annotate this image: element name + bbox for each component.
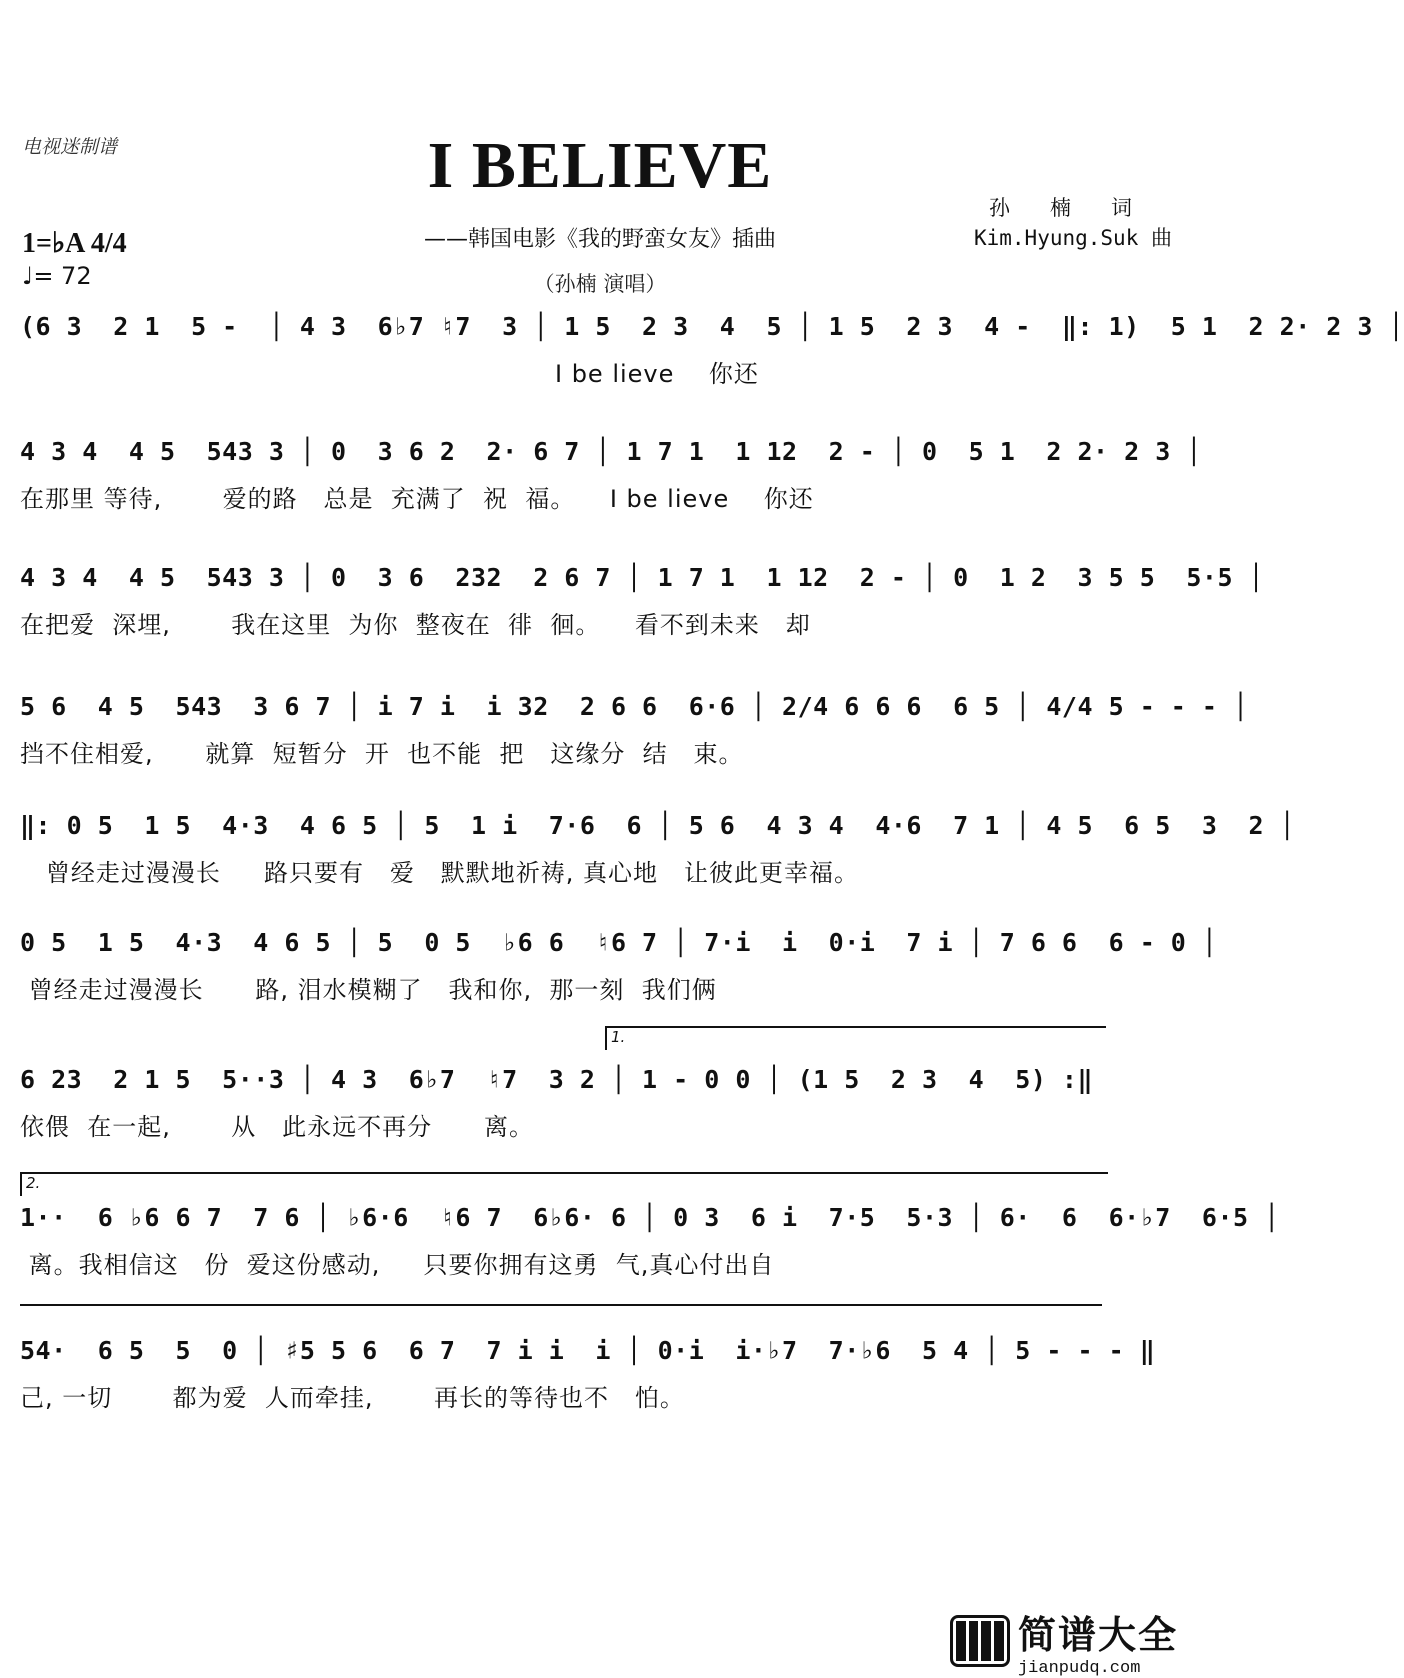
tempo-marking: ♩= 72 [22,262,92,290]
lyrics: 在那里 等待, 爱的路 总是 充满了 祝 福。 I be lieve 你还 [20,485,814,513]
lyrics: 己, 一切 都为爱 人而牵挂, 再长的等待也不 怕。 [20,1384,685,1412]
staff-rule [20,1304,1102,1306]
lyricist-credit: 孙楠词 [989,196,1172,220]
notation: 54· 6 5 5 0 │ ♯5 5 6 6 7 7 i i i │ 0·i i·♭7 7·♭6 5 4 │ 5 - - - ‖ [20,1336,1156,1365]
lyrics: 曾经走过漫漫长 路只要有 爱 默默地祈祷, 真心地 让彼此更幸福。 [20,859,859,887]
lyrics: 曾经走过漫漫长 路, 泪水模糊了 我和你, 那一刻 我们俩 [20,976,717,1004]
notation: (6 3 2 1 5 - │ 4 3 6♭7 ♮7 3 │ 1 5 2 3 4 5 │ 1 5 2 3 4 - ‖: 1) 5 1 2 2· 2 3 │ [20,312,1404,341]
key-signature: 1=♭A 4/4 [22,228,127,259]
maker-credit: 电视迷制谱 [22,136,118,158]
lyrics: 离。我相信这 份 爱这份感动, 只要你拥有这勇 气,真心付出自 [20,1251,775,1279]
site-logo [950,1604,1178,1678]
logo-url: jianpudq.com [1017,1659,1141,1678]
lyrics: I be lieve 你还 [20,360,759,388]
lyrics: 在把爱 深埋, 我在这里 为你 整夜在 徘 徊。 看不到未来 却 [20,611,811,639]
singer-credit: （孙楠 演唱） [533,272,667,296]
logo-text: 简谱大全 [1017,1613,1178,1657]
volta-first-ending: 1. [605,1026,1106,1050]
song-subtitle: ——韩国电影《我的野蛮女友》插曲 [423,227,776,252]
notation: ‖: 0 5 1 5 4·3 4 6 5 │ 5 1 i 7·6 6 │ 5 6 4 3 4 4·6 7 1 │ 4 5 6 5 3 2 │ [20,811,1296,840]
lyrics: 挡不住相爱, 就算 短暂分 开 也不能 把 这缘分 结 束。 [20,740,744,768]
notation: 0 5 1 5 4·3 4 6 5 │ 5 0 5 ♭6 6 ♮6 7 │ 7·i i 0·i 7 i │ 7 6 6 6 - 0 │ [20,928,1218,957]
piano-icon [950,1615,1010,1667]
notation: 6 23 2 1 5 5··3 │ 4 3 6♭7 ♮7 3 2 │ 1 - 0 0 │ (1 5 2 3 4 5) :‖ [20,1065,1094,1094]
song-title: I BELIEVE [427,129,773,202]
notation: 5 6 4 5 543 3 6 7 │ i 7 i i 32 2 6 6 6·6 │ 2/4 6 6 6 6 5 │ 4/4 5 - - - │ [20,692,1249,721]
lyrics: 依偎 在一起, 从 此永远不再分 离。 [20,1113,534,1141]
volta-second-ending: 2. [20,1172,1108,1196]
notation: 1·· 6 ♭6 6 7 7 6 │ ♭6·6 ♮6 7 6♭6· 6 │ 0 3 6 i 7·5 5·3 │ 6· 6 6·♭7 6·5 │ [20,1203,1280,1232]
composer-credit: Kim.Hyung.Suk 曲 [973,226,1172,250]
notation: 4 3 4 4 5 543 3 │ 0 3 6 2 2· 6 7 │ 1 7 1 1 12 2 - │ 0 5 1 2 2· 2 3 │ [20,437,1202,466]
notation: 4 3 4 4 5 543 3 │ 0 3 6 232 2 6 7 │ 1 7 1 1 12 2 - │ 0 1 2 3 5 5 5·5 │ [20,563,1265,592]
